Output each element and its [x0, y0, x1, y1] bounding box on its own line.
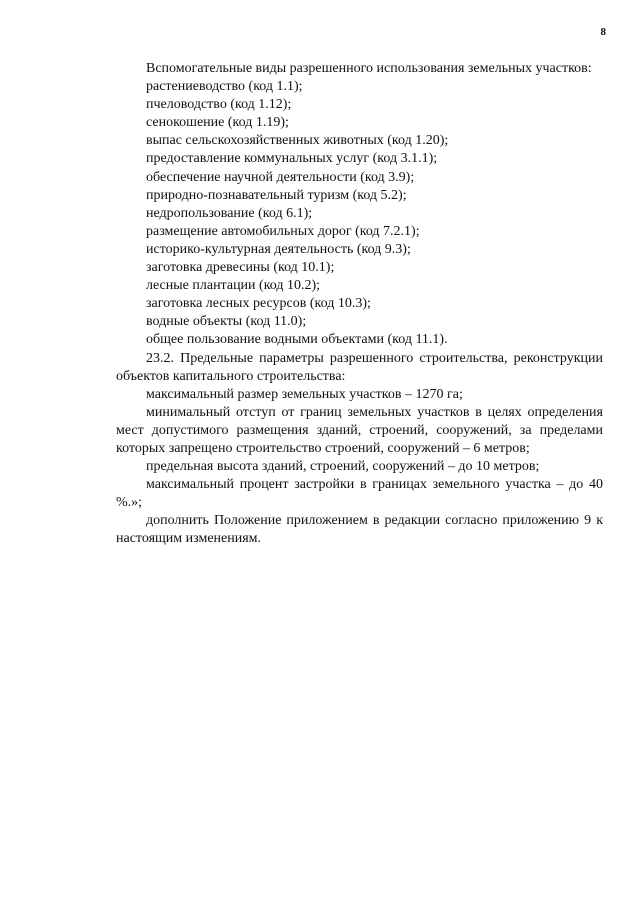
list-item: заготовка лесных ресурсов (код 10.3);: [146, 296, 371, 312]
list-item: заготовка древесины (код 10.1);: [146, 260, 335, 276]
param-max-height: предельная высота зданий, строений, сооружений – до 10 метров;: [146, 459, 540, 475]
list-item: предоставление коммунальных услуг (код 3.1.1);: [146, 151, 438, 167]
list-heading: Вспомогательные виды разрешенного использования земельных участков:: [146, 61, 592, 76]
appendix-note: дополнить Положение приложением в редакции согласно приложению 9 к настоящим изменениям.: [116, 513, 603, 547]
list-item: природно-познавательный туризм (код 5.2);: [146, 187, 407, 203]
list-item: обеспечение научной деятельности (код 3.9);: [146, 169, 415, 185]
list-item: растениеводство (код 1.1);: [146, 79, 303, 95]
list-item: пчеловодство (код 1.12);: [146, 97, 292, 113]
param-max-area: максимальный размер земельных участков – 1270 га;: [146, 386, 463, 402]
list-item: сенокошение (код 1.19);: [146, 115, 289, 131]
list-item: историко-культурная деятельность (код 9.3);: [146, 241, 411, 257]
section-heading: 23.2. Предельные параметры разрешенного строительства, реконструкции объектов капитального строительства:: [116, 350, 603, 384]
param-max-coverage: максимальный процент застройки в границах земельного участка – до 40 %.»;: [116, 477, 603, 511]
list-item: недропользование (код 6.1);: [146, 205, 313, 221]
list-item: размещение автомобильных дорог (код 7.2.1);: [146, 223, 420, 239]
list-item: водные объекты (код 11.0);: [146, 314, 307, 330]
list-item: общее пользование водными объектами (код 11.1).: [146, 332, 448, 348]
list-item: лесные плантации (код 10.2);: [146, 278, 321, 294]
page-number: 8: [600, 26, 606, 38]
param-min-setback: минимальный отступ от границ земельных участков в целях определения мест допустимого размещения зданий, строений, сооружений, за пределами которых запрещено строительство строений, сооружений – 6 метров;: [116, 404, 603, 456]
document-body: [116, 60, 603, 549]
list-item: выпас сельскохозяйственных животных (код 1.20);: [146, 133, 449, 149]
